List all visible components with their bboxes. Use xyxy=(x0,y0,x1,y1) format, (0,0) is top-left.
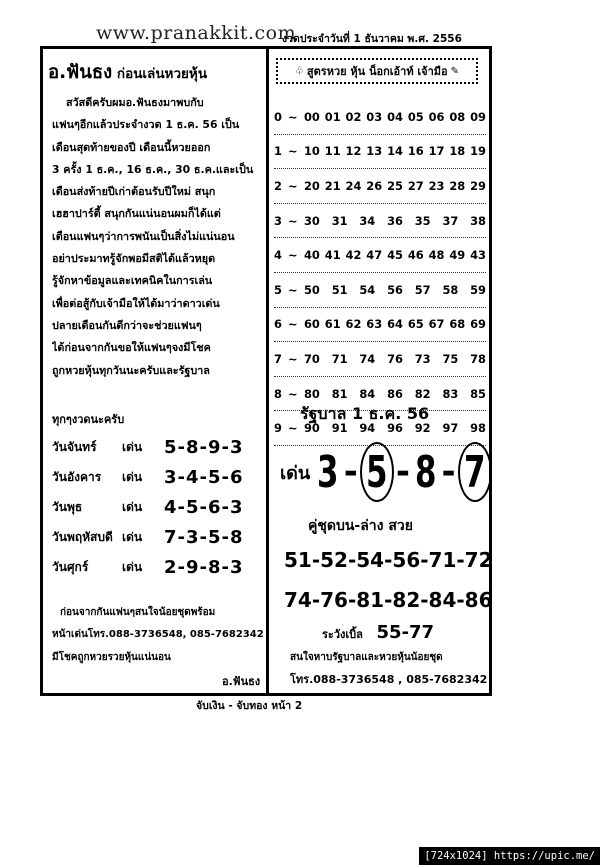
image-size-badge[interactable]: [724x1024] https://upic.me/ xyxy=(419,847,600,865)
day-name: วันพฤหัสบดี xyxy=(52,529,113,544)
pair-line1: 51-52-54-56-71-72 xyxy=(284,548,493,572)
left-footer-line1: ก่อนจากกันแฟนๆสนใจน้อยชุดพร้อม xyxy=(60,607,216,618)
grid-number: 34 xyxy=(359,213,376,228)
grid-number: 54 xyxy=(359,282,376,297)
play-word: เด่น xyxy=(122,559,143,574)
grid-number: 85 xyxy=(470,386,486,401)
play-digit: 7 xyxy=(463,446,486,498)
grid-number: 60 xyxy=(304,317,320,332)
grid-numbers xyxy=(304,179,486,193)
day-name: วันพุธ xyxy=(52,499,83,514)
grid-number: 16 xyxy=(407,144,424,159)
para-line: แฟนๆอีกแล้วประจำงวด 1 ธ.ค. 56 เป็น xyxy=(52,118,240,132)
grid-digit: 0 xyxy=(274,109,282,124)
gov-lottery-title: รัฐบาล 1 ธ.ค. 56 xyxy=(300,404,430,423)
para-line: อย่าประมาทรู้จักพอมีสติได้แล้วหยุด xyxy=(52,252,216,266)
pen-icon: ✎ xyxy=(450,65,460,77)
grid-row xyxy=(274,342,486,377)
grid-number: 90 xyxy=(304,421,320,436)
grid-numbers xyxy=(304,144,486,158)
day-row-thursday xyxy=(52,522,266,552)
tilde-separator: ~ xyxy=(288,248,298,263)
para-line: สวัสดีครับผมอ.ฟันธงมาพบกับ xyxy=(66,96,204,109)
para-line: เพื่อต่อสู้กับเจ้ามือให้ได้มาว่าดาวเด่น xyxy=(52,296,220,310)
grid-number: 92 xyxy=(414,421,431,436)
grid-number: 42 xyxy=(345,248,362,263)
grid-number: 21 xyxy=(324,178,341,193)
grid-number: 49 xyxy=(449,248,466,263)
grid-number: 24 xyxy=(345,178,362,193)
grid-number: 65 xyxy=(407,317,424,332)
para-line: รู้จักหาข้อมูลและเทคนิคในการเล่น xyxy=(52,274,213,288)
grid-number: 04 xyxy=(387,109,403,124)
grid-number: 76 xyxy=(387,351,403,366)
beware-value: 55-77 xyxy=(376,622,435,643)
grid-number: 35 xyxy=(414,213,431,228)
grid-number: 82 xyxy=(414,386,431,401)
column-divider xyxy=(266,46,269,696)
grid-number: 78 xyxy=(470,351,486,366)
grid-row xyxy=(274,135,486,170)
pair-title: คู่ชุดบน-ล่าง สวย xyxy=(308,518,413,534)
grid-number: 50 xyxy=(304,282,320,297)
tilde-separator: ~ xyxy=(288,386,298,401)
grid-digit: 8 xyxy=(274,386,282,401)
grid-number: 08 xyxy=(449,109,466,124)
number-grid xyxy=(274,100,486,446)
grid-number: 19 xyxy=(470,144,486,159)
grid-number: 57 xyxy=(414,282,431,297)
grid-digit: 9 xyxy=(274,421,282,436)
grid-number: 70 xyxy=(304,351,320,366)
beware-double xyxy=(322,622,434,643)
grid-number: 28 xyxy=(449,178,466,193)
day-numbers: 2-9-8-3 xyxy=(164,556,244,578)
play-label: เด่น xyxy=(280,462,311,484)
play-word: เด่น xyxy=(122,529,143,544)
grid-number: 10 xyxy=(304,144,320,159)
day-name: วันศุกร์ xyxy=(52,559,89,574)
grid-number: 94 xyxy=(359,421,376,436)
grid-number: 91 xyxy=(331,421,348,436)
day-numbers: 5-8-9-3 xyxy=(164,436,244,458)
grid-number: 67 xyxy=(428,317,445,332)
play-digit: 3 xyxy=(317,446,339,498)
grid-row xyxy=(274,100,486,135)
grid-number: 81 xyxy=(331,386,348,401)
grid-digit: 2 xyxy=(274,178,282,193)
grid-number: 05 xyxy=(407,109,424,124)
grid-number: 23 xyxy=(428,178,445,193)
dash-separator: - xyxy=(395,452,410,492)
para-line: ปลายเดือนกันดีกว่าจะช่วยแฟนๆ xyxy=(52,318,202,332)
grid-number: 43 xyxy=(470,248,486,263)
intro-paragraph xyxy=(52,92,264,382)
tilde-separator: ~ xyxy=(288,144,298,159)
grid-number: 84 xyxy=(359,386,376,401)
grid-number: 17 xyxy=(428,144,445,159)
grid-number: 61 xyxy=(324,317,341,332)
signature: อ.ฟันธง xyxy=(222,675,261,688)
grid-numbers xyxy=(304,110,486,124)
grid-number: 38 xyxy=(470,213,486,228)
grid-row xyxy=(274,273,486,308)
grid-number: 83 xyxy=(442,386,459,401)
grid-row xyxy=(274,204,486,239)
beware-label: ระวังเบิ้ล xyxy=(322,628,363,641)
grid-number: 06 xyxy=(428,109,445,124)
grid-number: 86 xyxy=(387,386,403,401)
grid-number: 48 xyxy=(428,248,445,263)
grid-number: 37 xyxy=(442,213,459,228)
grid-number: 30 xyxy=(304,213,320,228)
grid-number: 00 xyxy=(304,109,320,124)
day-numbers: 4-5-6-3 xyxy=(164,496,244,518)
grid-number: 75 xyxy=(442,351,459,366)
grid-number: 41 xyxy=(324,248,341,263)
everyday-text: ทุกๆงวดนะครับ xyxy=(52,413,125,426)
left-footer-line3: มีโชคถูกหวยรวยหุ้นแน่นอน xyxy=(52,652,171,663)
grid-number: 56 xyxy=(387,282,403,297)
grid-numbers xyxy=(304,352,486,366)
grid-number: 26 xyxy=(366,178,383,193)
grid-number: 51 xyxy=(331,282,348,297)
para-line: เฮฮาปาร์ตี้ สนุกกันแน่นอนผมก็ได้แต่ xyxy=(52,207,221,221)
para-line: เดือนสุดท้ายของปี เดือนนี้หวยออก xyxy=(52,140,211,154)
grid-number: 09 xyxy=(470,109,486,124)
title-sub: ก่อนเล่นหวยหุ้น xyxy=(112,66,208,82)
grid-number: 27 xyxy=(407,178,424,193)
grid-number: 36 xyxy=(387,213,403,228)
grid-numbers xyxy=(304,248,486,262)
grid-number: 01 xyxy=(324,109,341,124)
grid-number: 63 xyxy=(366,317,383,332)
grid-numbers xyxy=(304,387,486,401)
tilde-separator: ~ xyxy=(288,421,298,436)
grid-row xyxy=(274,169,486,204)
grid-number: 96 xyxy=(387,421,403,436)
tilde-separator: ~ xyxy=(288,351,298,366)
day-row-tuesday xyxy=(52,462,266,492)
day-row-friday xyxy=(52,552,266,582)
dash-separator: - xyxy=(441,452,456,492)
grid-number: 40 xyxy=(304,248,320,263)
day-numbers: 7-3-5-8 xyxy=(164,526,244,548)
title-main: อ.ฟันธง xyxy=(48,62,113,83)
formula-title-text: สูตรหวย หุ้น น็อกเอ้าท์ เจ้ามือ xyxy=(306,65,448,78)
grid-row xyxy=(274,308,486,343)
grid-number: 80 xyxy=(304,386,320,401)
left-footer-line2: หน้าเด่นโทร.088-3736548, 085-7682342 xyxy=(52,629,264,640)
grid-number: 62 xyxy=(345,317,362,332)
right-footer-line1: สนใจหาบรัฐบาลและหวยหุ้นน้อยชุด xyxy=(290,652,443,663)
digit-circle xyxy=(360,442,394,502)
grid-number: 46 xyxy=(407,248,424,263)
tilde-separator: ~ xyxy=(288,282,298,297)
pair-line2: 74-76-81-82-84-86 xyxy=(284,588,493,612)
grid-numbers xyxy=(304,214,486,228)
site-url: www.pranakkit.com xyxy=(96,22,297,44)
play-digits-row xyxy=(280,440,492,504)
grid-number: 18 xyxy=(449,144,466,159)
grid-numbers xyxy=(304,283,486,297)
tilde-separator: ~ xyxy=(288,109,298,124)
digit-circle xyxy=(458,442,492,502)
tilde-separator: ~ xyxy=(288,213,298,228)
day-numbers: 3-4-5-6 xyxy=(164,466,244,488)
clover-icon: ♧ xyxy=(294,65,304,77)
page-footer: จับเงิน - จับทอง หน้า 2 xyxy=(196,700,303,712)
grid-number: 45 xyxy=(387,248,403,263)
grid-number: 59 xyxy=(470,282,486,297)
day-name: วันจันทร์ xyxy=(52,439,97,454)
day-row-wednesday xyxy=(52,492,266,522)
dash-separator: - xyxy=(343,452,358,492)
grid-number: 71 xyxy=(331,351,348,366)
tilde-separator: ~ xyxy=(288,178,298,193)
play-digit: 5 xyxy=(366,446,388,498)
grid-digit: 5 xyxy=(274,282,282,297)
grid-digit: 6 xyxy=(274,317,282,332)
grid-number: 13 xyxy=(366,144,383,159)
grid-number: 11 xyxy=(324,144,341,159)
grid-digit: 3 xyxy=(274,213,282,228)
grid-number: 47 xyxy=(366,248,383,263)
grid-digit: 4 xyxy=(274,248,282,263)
grid-number: 74 xyxy=(359,351,376,366)
grid-row xyxy=(274,238,486,273)
grid-number: 98 xyxy=(470,421,486,436)
para-line: เดือนส่งท้ายปีเก่าต้อนรับปีใหม่ สนุก xyxy=(52,185,216,199)
grid-number: 25 xyxy=(387,178,403,193)
para-line: ถูกหวยหุ้นทุกวันนะครับและรัฐบาล xyxy=(52,363,210,377)
day-name: วันอังคาร xyxy=(52,469,102,484)
grid-number: 31 xyxy=(331,213,348,228)
grid-number: 29 xyxy=(470,178,486,193)
grid-number: 68 xyxy=(449,317,466,332)
day-row-monday xyxy=(52,432,266,462)
right-footer-line2: โทร.088-3736548 , 085-7682342 xyxy=(290,673,488,686)
grid-number: 14 xyxy=(387,144,403,159)
para-line: เตือนแฟนๆว่าการพนันเป็นสิ่งไม่แน่นอน xyxy=(52,229,235,243)
grid-numbers xyxy=(304,317,486,331)
daily-picks xyxy=(52,432,266,582)
tilde-separator: ~ xyxy=(288,317,298,332)
play-word: เด่น xyxy=(122,439,143,454)
grid-number: 69 xyxy=(470,317,486,332)
play-word: เด่น xyxy=(122,469,143,484)
left-title xyxy=(48,58,262,87)
para-line: 3 ครั้ง 1 ธ.ค., 16 ธ.ค., 30 ธ.ค.และเป็น xyxy=(52,162,254,176)
play-word: เด่น xyxy=(122,499,143,514)
grid-number: 12 xyxy=(345,144,362,159)
grid-digit: 7 xyxy=(274,351,282,366)
grid-digit: 1 xyxy=(274,144,282,159)
grid-number: 64 xyxy=(387,317,403,332)
para-line: ได้ก่อนจากกันขอให้แฟนๆจงมีโชค xyxy=(52,341,211,355)
issue-date: งวดประจำวันที่ 1 ธันวาคม พ.ศ. 2556 xyxy=(282,33,462,45)
formula-box-title xyxy=(276,58,478,84)
grid-number: 20 xyxy=(304,178,320,193)
grid-number: 58 xyxy=(442,282,459,297)
grid-number: 73 xyxy=(414,351,431,366)
play-digit: 8 xyxy=(414,446,437,498)
grid-number: 97 xyxy=(442,421,459,436)
grid-number: 03 xyxy=(366,109,383,124)
grid-number: 02 xyxy=(345,109,362,124)
